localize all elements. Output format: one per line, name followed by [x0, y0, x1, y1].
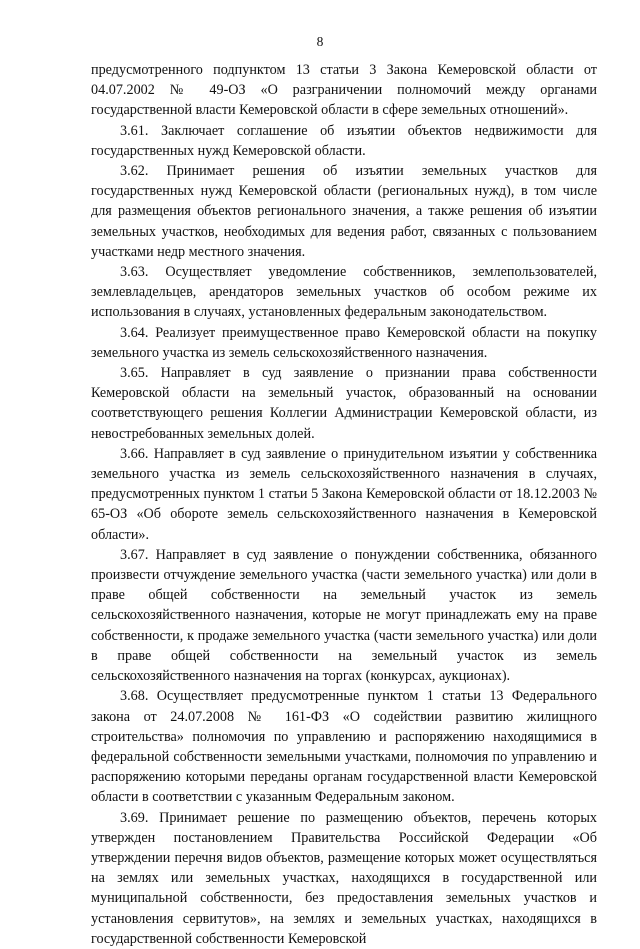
paragraph-3-63: 3.63. Осуществляет уведомление собственников, землепользователей, землевладельцев, арендаторов земельных участков об особом режиме их использования в случаях, установленных федеральным законодательством. [91, 264, 597, 321]
paragraph-3-61: 3.61. Заключает соглашение об изъятии объектов недвижимости для государственных нужд Кемеровской области. [91, 122, 597, 159]
paragraph-3-65: 3.65. Направляет в суд заявление о признании права собственности Кемеровской области на земельный участок, образованный на основании соответствующего решения Коллегии Администрации Кемеровской области, из невостребованных земельных долей. [91, 365, 597, 442]
paragraph-continuation: предусмотренного подпунктом 13 статьи 3 Закона Кемеровской области от 04.07.2002 № 49-ОЗ «О разграничении полномочий между органами государственной власти Кемеровской области в сфере земельных отношений». [91, 62, 597, 119]
paragraph-3-69: 3.69. Принимает решение по размещению объектов, перечень которых утвержден постановлением Правительства Российской Федерации «Об утверждении перечня видов объектов, размещение которых может осуществляться на землях или земельных участках, находящихся в государственной или муниципальной собственности, без предоставления земельных участков и установления сервитутов», на землях и земельных участках, находящихся в государственной собственности Кемеровской [91, 809, 597, 947]
paragraph-3-62: 3.62. Принимает решения об изъятии земельных участков для государственных нужд Кемеровской области (региональных нужд), в том числе для размещения объектов регионального значения, а также решения об изъятии земельных участков, необходимых для ведения работ, связанных с пользованием участками недр местного значения. [91, 163, 597, 260]
paragraph-3-64: 3.64. Реализует преимущественное право Кемеровской области на покупку земельного участка из земель сельскохозяйственного назначения. [91, 324, 597, 361]
page-number: 8 [316, 34, 324, 49]
document-body [91, 60, 597, 949]
paragraph-3-66: 3.66. Направляет в суд заявление о принудительном изъятии у собственника земельного участка из земель сельскохозяйственного назначения в случаях, предусмотренных пунктом 1 статьи 5 Закона Кемеровской области от 18.12.2003 № 65-ОЗ «Об обороте земель сельскохозяйственного назначения в Кемеровской области». [91, 445, 597, 543]
paragraph-3-68: 3.68. Осуществляет предусмотренные пунктом 1 статьи 13 Федерального закона от 24.07.2008 № 161-ФЗ «О содействии развитию жилищного строительства» полномочия по управлению и распоряжению находящимися в федеральной собственности земельными участками, полномочия по управлению и распоряжению которыми переданы органам государственной власти Кемеровской области в соответствии с указанным Федеральным законом. [91, 688, 597, 806]
paragraph-3-67: 3.67. Направляет в суд заявление о понуждении собственника, обязанного произвести отчуждение земельного участка (части земельного участка) или доли в праве общей собственности на земельный участок из земель сельскохозяйственного назначения, которые не могут принадлежать ему на праве собственности, к продаже земельного участка (части земельного участка) или доли в праве общей собственности на земельный участок из земель сельскохозяйственного назначения на торгах (конкурсах, аукционах). [91, 546, 597, 685]
